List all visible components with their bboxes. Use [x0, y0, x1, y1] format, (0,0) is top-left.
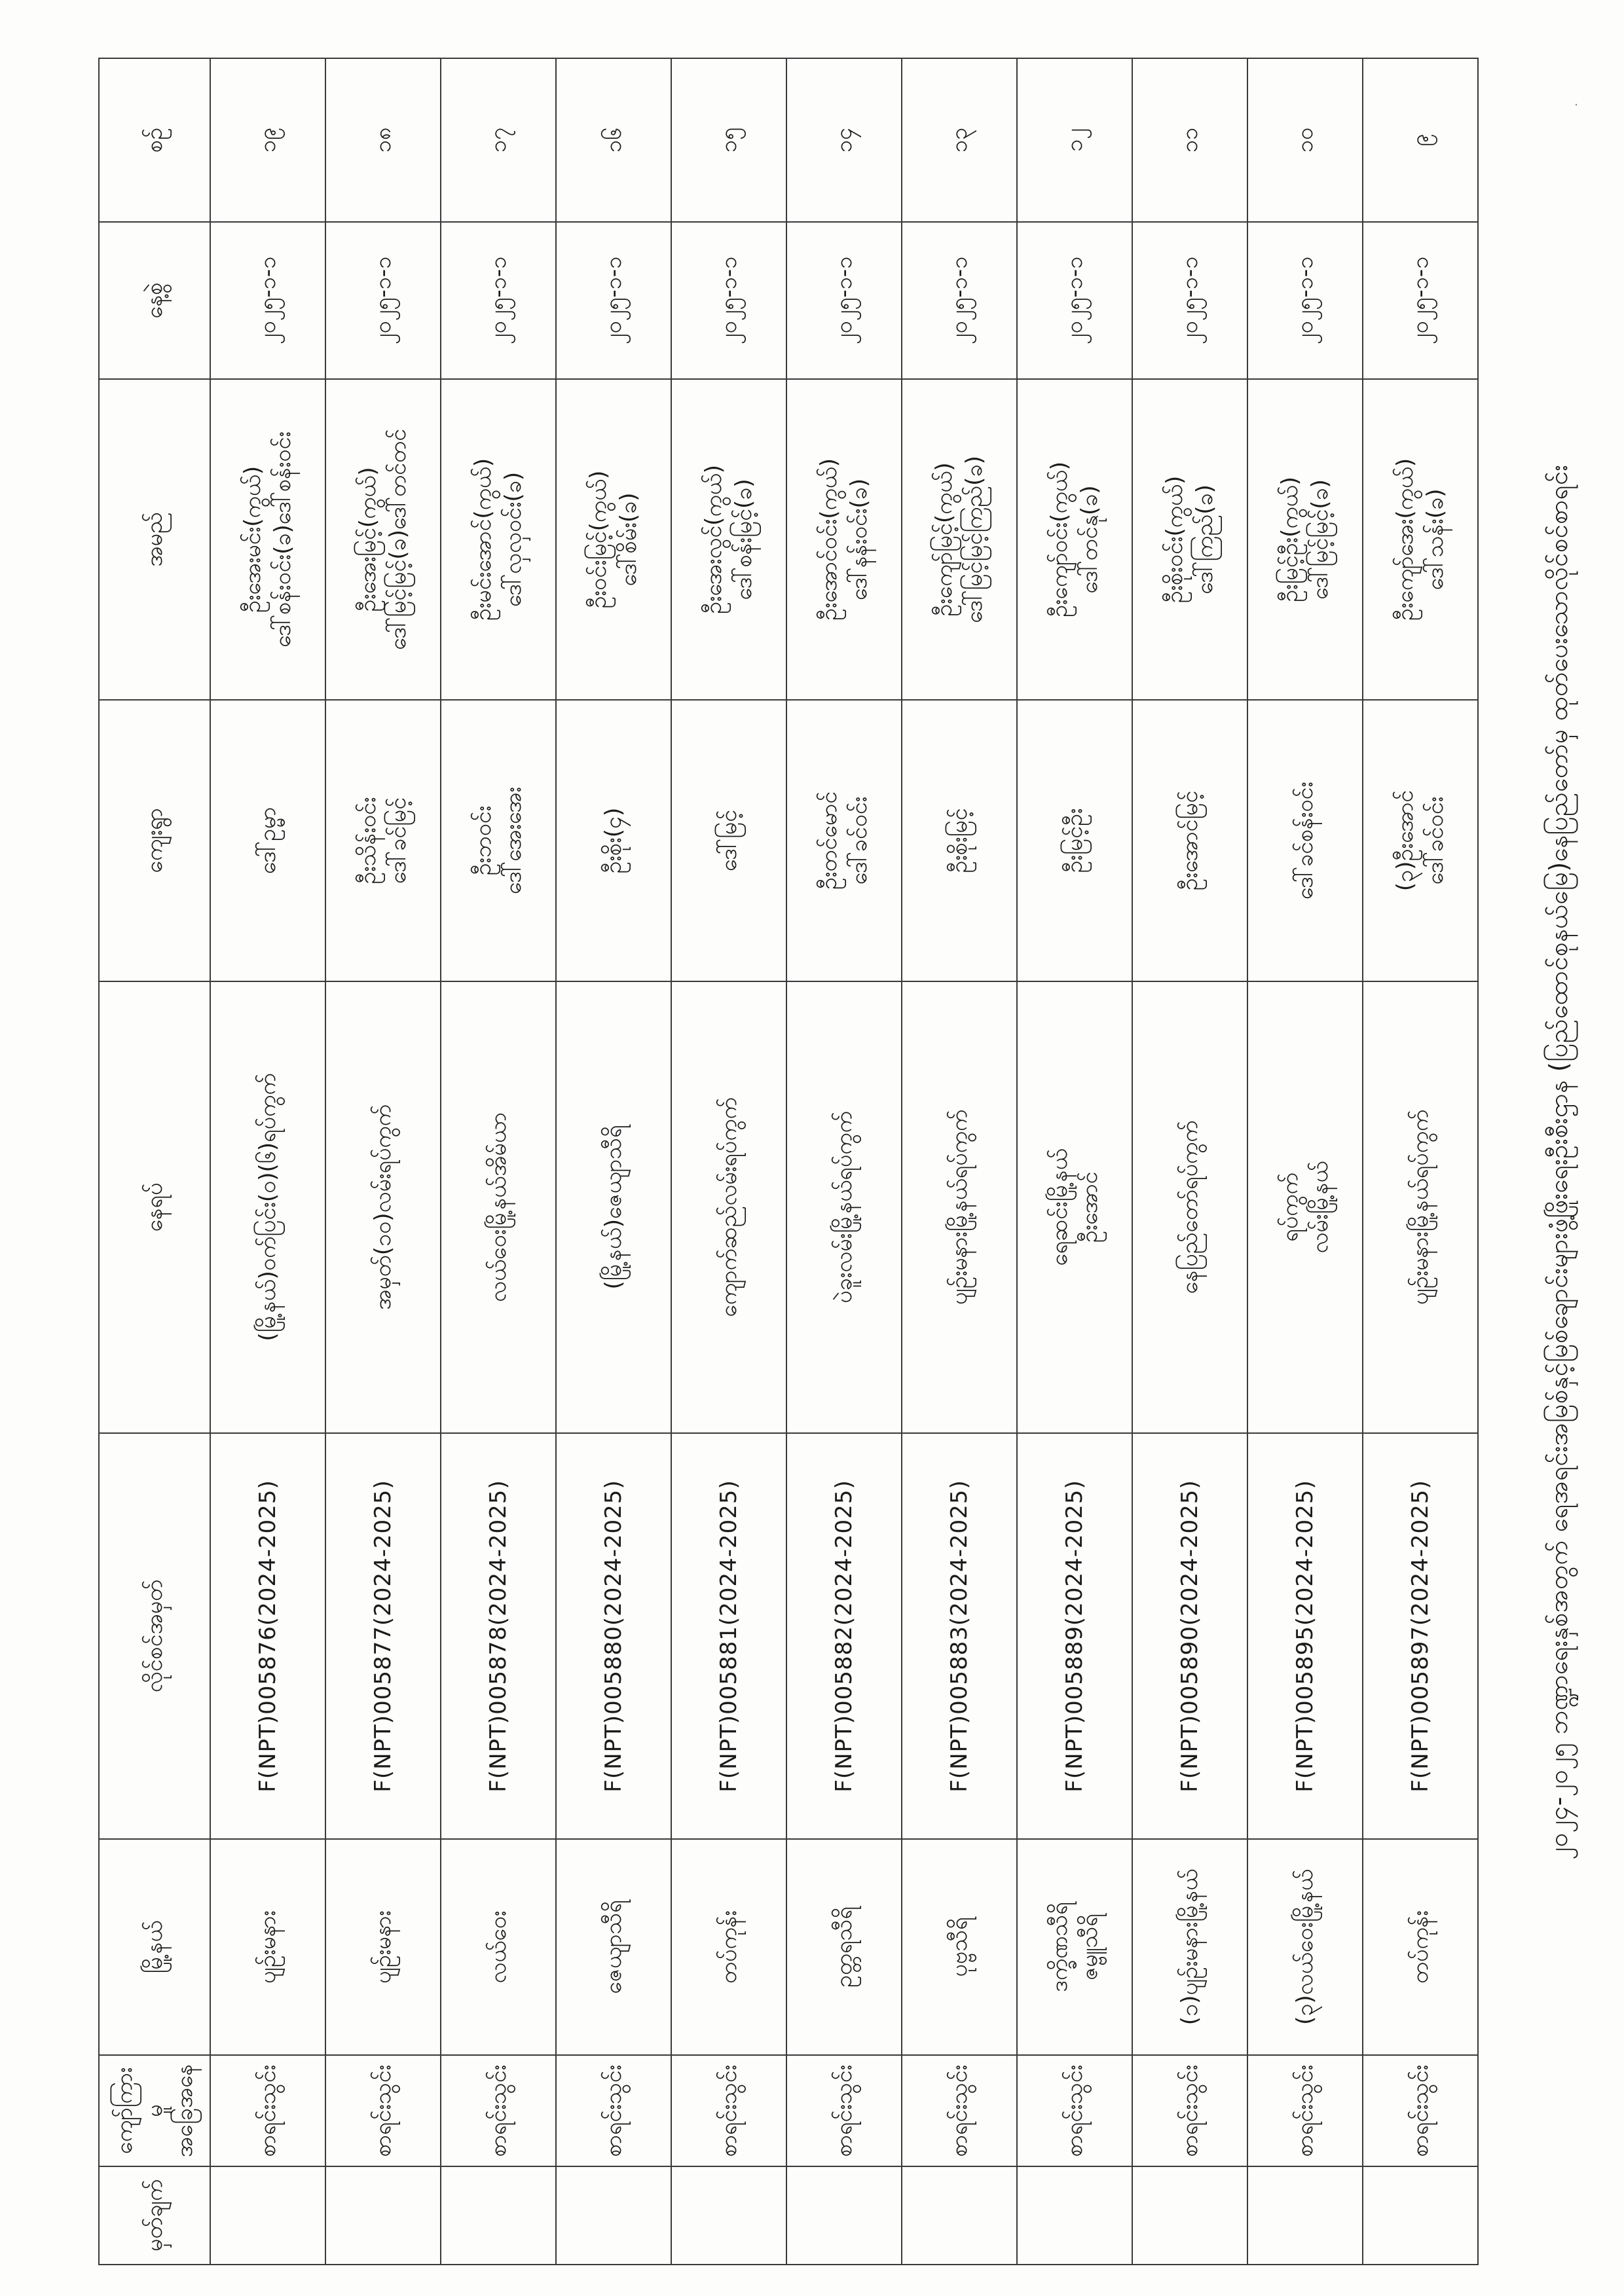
- cell-remarks: [1132, 2166, 1247, 2265]
- cell-township: ဥတ္တရသီရိ: [786, 1839, 902, 2055]
- header-township: မြို့နယ်: [99, 1839, 210, 2055]
- cell-village: (၃)ဦးအောင် ဒေါ်ခင်ဝင်း: [1363, 700, 1478, 981]
- table-row: [786, 58, 902, 2265]
- table-row: [1363, 58, 1478, 2265]
- cell-village: ဒေါ်မြင့်: [671, 700, 786, 981]
- cell-license: F(NPT)005889(2024-2025): [1017, 1433, 1132, 1839]
- cell-remarks: [671, 2166, 786, 2265]
- header-status: ကျော်ကြားမှု အခြေအနေ: [99, 2055, 210, 2166]
- cell-no: ၁၃: [902, 58, 1017, 222]
- cell-owner: ဦးအေးလွင်(ကွယ်) ဒေါ်စန်းမြင့်(ခ): [671, 379, 786, 700]
- cell-date: ၂၀၂၅-၁-၁: [1017, 222, 1132, 379]
- table-row: [325, 58, 441, 2265]
- cell-status: စာရင်းသွင်း: [902, 2055, 1017, 2166]
- cell-status: စာရင်းသွင်း: [786, 2055, 902, 2166]
- cell-license: F(NPT)005877(2024-2025): [325, 1433, 441, 1839]
- cell-location: (မြို့နယ်)ဝက်ပြင်း(ဝ)(၆)ရပ်ကွက်: [210, 981, 325, 1433]
- table-row: [210, 58, 325, 2265]
- cell-remarks: [1017, 2166, 1132, 2265]
- cell-owner: ဦးအေးမြင့်(ကွယ်) ဒေါ်မြင့်မြင့်(ခ)ဒေါ်တင်တင်: [325, 379, 441, 700]
- cell-remarks: [786, 2166, 902, 2265]
- cell-township: ဇေယျာသီရိ: [556, 1839, 671, 2055]
- cell-owner: ဦးအေးမင်း(ကွယ်) ဒေါ်စန်းဝင်း(ခ)ဒေါ်စန်းဝင်း: [210, 379, 325, 700]
- cell-date: ၂၀၂၅-၁-၁: [1247, 222, 1363, 379]
- cell-township: (၁)ပျဉ်းမနားမြို့နယ်: [1132, 1839, 1247, 2055]
- table-row: [1247, 58, 1363, 2265]
- cell-township: တပ်ကုန်း: [671, 1839, 786, 2055]
- cell-remarks: [1247, 2166, 1363, 2265]
- cell-village: ဦးမြင့်ဦး: [1017, 700, 1132, 981]
- page-title: ၂၀၂၄-၂၀၂၅ ဘဏ္ဍာရေးနှစ်အတွက် ရေအရင်းအမြစ်နှင့်မြစ်ချောင်းများဖွံ့ဖြိုးရေးဦးစီးဌာန (ပြည်ထောင်စုနယ်မြေ)နေပြည်တော်မှ ထုတ်ပေးသောလိုင်စင်စာရင်း: [1544, 464, 1573, 1860]
- cell-village: ဦးတင်မောင် ဒေါ်ခင်ဝင်း: [786, 700, 902, 981]
- cell-no: ၁၆: [556, 58, 671, 222]
- cell-date: ၂၀၂၅-၁-၁: [441, 222, 556, 379]
- cell-no: ၁၈: [325, 58, 441, 222]
- cell-status: စာရင်းသွင်း: [1017, 2055, 1132, 2166]
- cell-remarks: [556, 2166, 671, 2265]
- cell-remarks: [1363, 2166, 1478, 2265]
- cell-status: စာရင်းသွင်း: [671, 2055, 786, 2166]
- cell-remarks: [210, 2166, 325, 2265]
- cell-location: (မြို့နယ်)ဇေယျာသီရိ: [556, 981, 671, 1433]
- cell-owner: ဦးဝင်းမြင့်(ကွယ်) ဒေါ်စိမ်း(ခ): [556, 379, 671, 700]
- header-no: စဉ်: [99, 58, 210, 222]
- header-license: လိုင်စင်အမှတ်: [99, 1433, 210, 1839]
- cell-township: ပုဗ္ဗသီရိ: [902, 1839, 1017, 2055]
- cell-date: ၂၀၂၅-၁-၁: [671, 222, 786, 379]
- cell-village: ဦးအောင်မြင့်: [1132, 700, 1247, 981]
- cell-status: စာရင်းသွင်း: [210, 2055, 325, 2166]
- cell-license: F(NPT)005890(2024-2025): [1132, 1433, 1247, 1839]
- cell-status: စာရင်းသွင်း: [1363, 2055, 1478, 2166]
- cell-owner: ဦးမင်းအောင်(ကွယ်) ဒေါ်လှလှဝင်း(ခ): [441, 379, 556, 700]
- cell-location: လယ်ဝေးမြို့နယ်အိမ်ယာ: [441, 981, 556, 1433]
- cell-date: ၂၀၂၅-၁-၁: [556, 222, 671, 379]
- cell-date: ၂၀၂၅-၁-၁: [1363, 222, 1478, 379]
- cell-no: ၁၇: [441, 58, 556, 222]
- cell-township: ဒက္ခိဏသီရိ ဇမ္ဗူသီရိ: [1017, 1839, 1132, 2055]
- table-row: [441, 58, 556, 2265]
- cell-license: F(NPT)005878(2024-2025): [441, 1433, 556, 1839]
- cell-no: ၁၄: [786, 58, 902, 222]
- table-row: [902, 58, 1017, 2265]
- header-remarks: မှတ်ချက်: [99, 2166, 210, 2265]
- cell-township: (၃)လယ်ဝေးမြို့နယ်: [1247, 1839, 1363, 2055]
- cell-license: F(NPT)005883(2024-2025): [902, 1433, 1017, 1839]
- cell-status: စာရင်းသွင်း: [325, 2055, 441, 2166]
- cell-owner: ဦးကျော်မြင့်(ကွယ်) ဒေါ်မြင့်မြင့်ကြည်(ခ): [902, 379, 1017, 700]
- cell-owner: ဦးမြင့်ဦး(ကွယ်) ဒေါ်မြင့်မြင့်(ခ): [1247, 379, 1363, 700]
- header-village: ကျေးရွာ: [99, 700, 210, 981]
- cell-no: ၁၅: [671, 58, 786, 222]
- table-row: [671, 58, 786, 2265]
- cell-village: ဦးသိန်းဝင်း ဒေါ်ခင်မြင့်: [325, 700, 441, 981]
- cell-owner: ဦးကျော်ဝင်း(ကွယ်) ဒေါ်တင်နု(ခ): [1017, 379, 1132, 700]
- cell-village: ဦးစိုး(၄): [556, 700, 671, 981]
- cell-location: ရေဆင်းမြို့နယ် ဦးအောင်: [1017, 981, 1132, 1433]
- cell-location: နေပြည်တော်ရပ်ကွက်: [1132, 981, 1247, 1433]
- cell-township: ပျဉ်းမနား: [210, 1839, 325, 2055]
- cell-no: ၁၁: [1132, 58, 1247, 222]
- cell-no: ၉: [1363, 58, 1478, 222]
- cell-status: စာရင်းသွင်း: [556, 2055, 671, 2166]
- cell-no: ၁၀: [1247, 58, 1363, 222]
- table-row: [1017, 58, 1132, 2265]
- cell-date: ၂၀၂၅-၁-၁: [1132, 222, 1247, 379]
- header-location: နေရပ်: [99, 981, 210, 1433]
- cell-village: ဦးစိုးမြင့်: [902, 700, 1017, 981]
- cell-date: ၂၀၂၅-၁-၁: [786, 222, 902, 379]
- cell-date: ၂၀၂၅-၁-၁: [902, 222, 1017, 379]
- cell-status: စာရင်းသွင်း: [441, 2055, 556, 2166]
- cell-township: လယ်ဝေး: [441, 1839, 556, 2055]
- cell-status: စာရင်းသွင်း: [1132, 2055, 1247, 2166]
- header-owner: အမည်: [99, 379, 210, 700]
- cell-remarks: [325, 2166, 441, 2265]
- cell-owner: ဦးကျော်အေး(ကွယ်) ဒေါ်သန်း(ခ): [1363, 379, 1478, 700]
- cell-location: ပျဉ်းမနားမြို့နယ်ရပ်ကွက်: [902, 981, 1017, 1433]
- cell-license: F(NPT)005881(2024-2025): [671, 1433, 786, 1839]
- cell-location: ရပ်ကွက် လမ်းမြို့နယ်: [1247, 981, 1363, 1433]
- cell-license: F(NPT)005895(2024-2025): [1247, 1433, 1363, 1839]
- cell-village: ဒေါ်ခင်စန်းဝင်း: [1247, 700, 1363, 981]
- cell-status: စာရင်းသွင်း: [1247, 2055, 1363, 2166]
- table-row: [1132, 58, 1247, 2265]
- table-row: [556, 58, 671, 2265]
- cell-license: F(NPT)005876(2024-2025): [210, 1433, 325, 1839]
- cell-location: အမှတ်(၁၀)လမ်းရပ်ကွက်: [325, 981, 441, 1433]
- license-table: [98, 58, 1479, 2265]
- cell-village: ဦးဘဝင်း ဒေါ်အေးအေး: [441, 700, 556, 981]
- rotated-table-frame: [98, 59, 1573, 2265]
- cell-date: ၂၀၂၅-၁-၁: [210, 222, 325, 379]
- table-body: [210, 58, 1478, 2265]
- header-date: နေ့စွဲ: [99, 222, 210, 379]
- cell-owner: ဦးစိုးဝင်း(ကွယ်) ဒေါ်ကြည်(ခ): [1132, 379, 1247, 700]
- cell-location: ကျောက်ဆည်လမ်းရပ်ကွက်: [671, 981, 786, 1433]
- cell-township: ပျဉ်းမနား: [325, 1839, 441, 2055]
- cell-no: ၁၂: [1017, 58, 1132, 222]
- cell-license: F(NPT)005882(2024-2025): [786, 1433, 902, 1839]
- cell-location: ပျဉ်းမနားမြို့နယ်ရပ်ကွက်: [1363, 981, 1478, 1433]
- cell-license: F(NPT)005897(2024-2025): [1363, 1433, 1478, 1839]
- cell-township: တပ်ကုန်း: [1363, 1839, 1478, 2055]
- cell-remarks: [441, 2166, 556, 2265]
- cell-remarks: [902, 2166, 1017, 2265]
- cell-date: ၂၀၂၅-၁-၁: [325, 222, 441, 379]
- cell-no: ၁၉: [210, 58, 325, 222]
- scan-speck: ·: [1574, 98, 1578, 112]
- cell-village: ဒေါ်ဥမ္မာ: [210, 700, 325, 981]
- table-header-row: [99, 58, 210, 2265]
- cell-license: F(NPT)005880(2024-2025): [556, 1433, 671, 1839]
- cell-location: ပဲခူးလမ်းမြို့နယ်ရပ်ကွက်: [786, 981, 902, 1433]
- cell-owner: ဦးအောင်ဝင်း(ကွယ်) ဒေါ်နန်းဝင်း(ခ): [786, 379, 902, 700]
